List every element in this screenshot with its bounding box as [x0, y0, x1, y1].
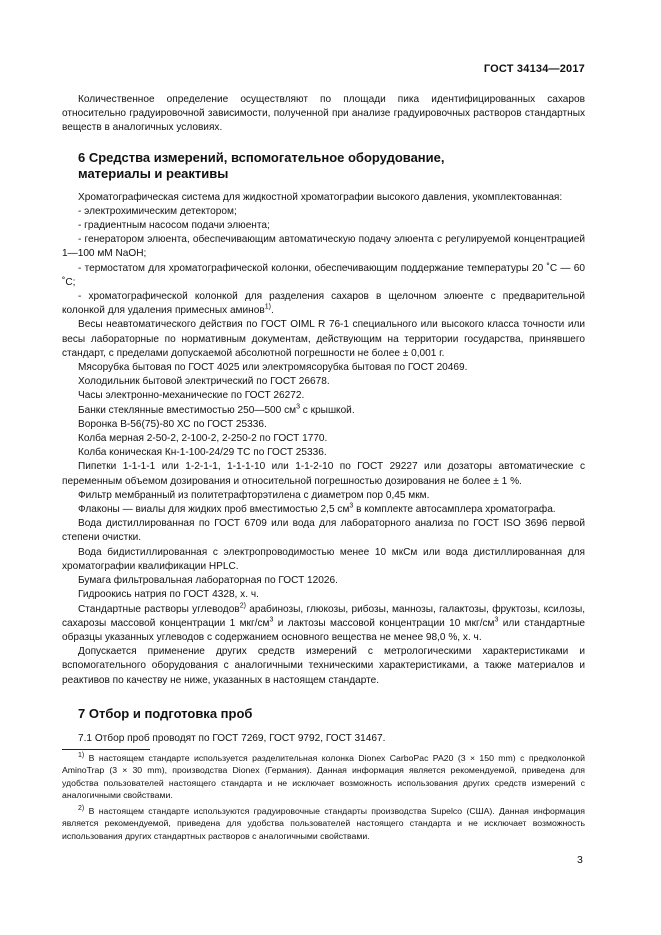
list-item-thermostat: - термостатом для хроматографической колонки, обеспечивающим поддержание температуры 20 ˚C — 60 ˚C;	[62, 262, 585, 288]
standard-header: ГОСТ 34134—2017	[483, 63, 585, 75]
meat-grinder-paragraph: Мясорубка бытовая по ГОСТ 4025 или электромясорубка бытовая по ГОСТ 20469.	[78, 362, 468, 374]
pipettes-paragraph: Пипетки 1-1-1-1 или 1-2-1-1, 1-1-1-10 или 1-1-2-10 по ГОСТ 29227 или дозаторы автоматические с переменным объемом дозирования и относительной погрешностью дозирования не более ± 1 %.	[62, 461, 585, 487]
footnote-2-mark: 2)	[78, 805, 85, 813]
bidistilled-water-paragraph: Вода бидистиллированная с электропроводимостью менее 10 мкСм или вода дистиллированная для хроматографии квалификации HPLC.	[62, 546, 585, 572]
standards-text-b: арабинозы, глюкозы, рибозы, маннозы, галактозы, фруктозы, ксилозы, сахарозы массовой концентрации 1 мкг/см	[62, 603, 586, 629]
vials-text: Флаконы — виалы для жидких проб вместимостью 2,5 см	[78, 504, 350, 516]
footnote-separator	[62, 749, 150, 750]
footnote-2-text: В настоящем стандарте используются градуировочные стандарты производства Supelco (США). Данная информация является рекомендуемой, приведена для удобства пользователей настоящего стандарта и не исключает возможность использования других стандартных растворов с аналогичными свойствами.	[62, 806, 585, 841]
section-6-heading-line1: 6 Средства измерений, вспомогательное оборудование,	[78, 149, 445, 165]
scales-paragraph: Весы неавтоматического действия по ГОСТ OIML R 76-1 специального или высокого класса точности или весы лабораторные по нормативным документам, действующим на территории государства, принявшего стандарт, с пределами допускаемой абсолютной погрешности не более ± 0,001 г.	[62, 319, 585, 359]
page-number: 3	[577, 854, 583, 866]
jars-paragraph	[62, 404, 585, 418]
filter-paragraph: Фильтр мембранный из политетрафторэтилена с диаметром пор 0,45 мкм.	[78, 489, 430, 501]
fridge-paragraph: Холодильник бытовой электрический по ГОСТ 26678.	[78, 376, 330, 388]
vials-unit-sup: 3	[349, 502, 354, 510]
volumetric-flask-paragraph: Колба мерная 2-50-2, 2-100-2, 2-250-2 по ГОСТ 1770.	[78, 433, 328, 445]
intro-paragraph: Количественное определение осуществляют по площади пика идентифицированных сахаров относительно градуировочной зависимости, полученной при анализе градуировочных растворов стандартных веществ в аналогичных условиях.	[62, 94, 585, 134]
vials-paragraph	[62, 503, 585, 517]
standards-unit-sup-2: 3	[494, 616, 499, 624]
standards-text-a: Стандартные растворы углеводов	[78, 603, 240, 615]
allowance-paragraph: Допускается применение других средств измерений с метрологическими характеристиками и вспомогательного оборудования с аналогичными техническими характеристиками, а также материалов и реактивов по качеству не ниже, указанных в настоящем стандарте.	[62, 646, 585, 686]
section-7-heading: 7 Отбор и подготовка проб	[78, 705, 253, 721]
footnote-1-mark: 1)	[78, 752, 85, 760]
footnote-ref-1: 1)	[264, 303, 271, 311]
list-item-column	[62, 290, 585, 318]
distilled-water-paragraph: Вода дистиллированная по ГОСТ 6709 или вода для лабораторного анализа по ГОСТ ISO 3696 первой степени очистки.	[62, 518, 585, 544]
footnote-1-text: В настоящем стандарте используется разделительная колонка Dionex CarboPac PA20 (3 × 150 mm) с предколонкой AminoTrap (3 × 30 mm), производства Dionex (Германия). Данная информация является рекомендуемой, приведена для удобства пользователей настоящего стандарта и не исключает возможность использования других средств измерений с аналогичными свойствами.	[62, 753, 585, 800]
vials-text-end: в комплекте автосамплера хроматографа.	[353, 504, 556, 516]
footnote-2	[62, 805, 585, 842]
jars-text-end: с крышкой.	[300, 404, 355, 416]
naoh-paragraph: Гидроокись натрия по ГОСТ 4328, х. ч.	[78, 589, 259, 601]
section-6-heading-line2: материалы и реактивы	[78, 165, 229, 181]
conical-flask-paragraph: Колба коническая Кн-1-100-24/29 ТС по ГОСТ 25336.	[78, 447, 327, 459]
standards-paragraph	[62, 603, 585, 646]
standards-text-d: или стандартные образцы указанных углеводов с содержанием основного вещества не менее 98,0 %, х. ч.	[62, 617, 585, 643]
standards-text-c: и лактозы массовой концентрации 10 мкг/см	[273, 617, 495, 629]
footnote-1	[62, 752, 585, 801]
paragraph-7-1: 7.1 Отбор проб проводят по ГОСТ 7269, ГОСТ 9792, ГОСТ 31467.	[78, 732, 386, 744]
footnotes	[62, 752, 585, 846]
jars-text: Банки стеклянные вместимостью 250—500 см	[78, 404, 297, 416]
footnote-ref-2: 2)	[239, 602, 246, 610]
funnel-paragraph: Воронка В-56(75)-80 ХС по ГОСТ 25336.	[78, 418, 267, 430]
column-item-text: - хроматографической колонкой для разделения сахаров в щелочном элюенте с предварительной колонкой для удаления примесных аминов	[62, 291, 585, 317]
filter-paper-paragraph: Бумага фильтровальная лабораторная по ГОСТ 12026.	[78, 575, 338, 587]
page-body	[62, 93, 585, 746]
list-item-pump: - градиентным насосом подачи элюента;	[78, 220, 270, 232]
list-item-detector: - электрохимическим детектором;	[78, 205, 237, 217]
section-6-heading	[78, 150, 585, 182]
jars-unit-sup: 3	[296, 403, 300, 411]
standards-unit-sup-1: 3	[269, 616, 274, 624]
list-item-eluent-generator: - генератором элюента, обеспечивающим автоматическую подачу элюента с регулируемой концентрацией 1—100 мМ NaOH;	[62, 234, 585, 260]
column-item-end: .	[270, 305, 274, 317]
clock-paragraph: Часы электронно-механические по ГОСТ 26272.	[78, 390, 305, 402]
chromatograph-paragraph: Хроматографическая система для жидкостной хроматографии высокого давления, укомплектованная:	[78, 191, 563, 203]
